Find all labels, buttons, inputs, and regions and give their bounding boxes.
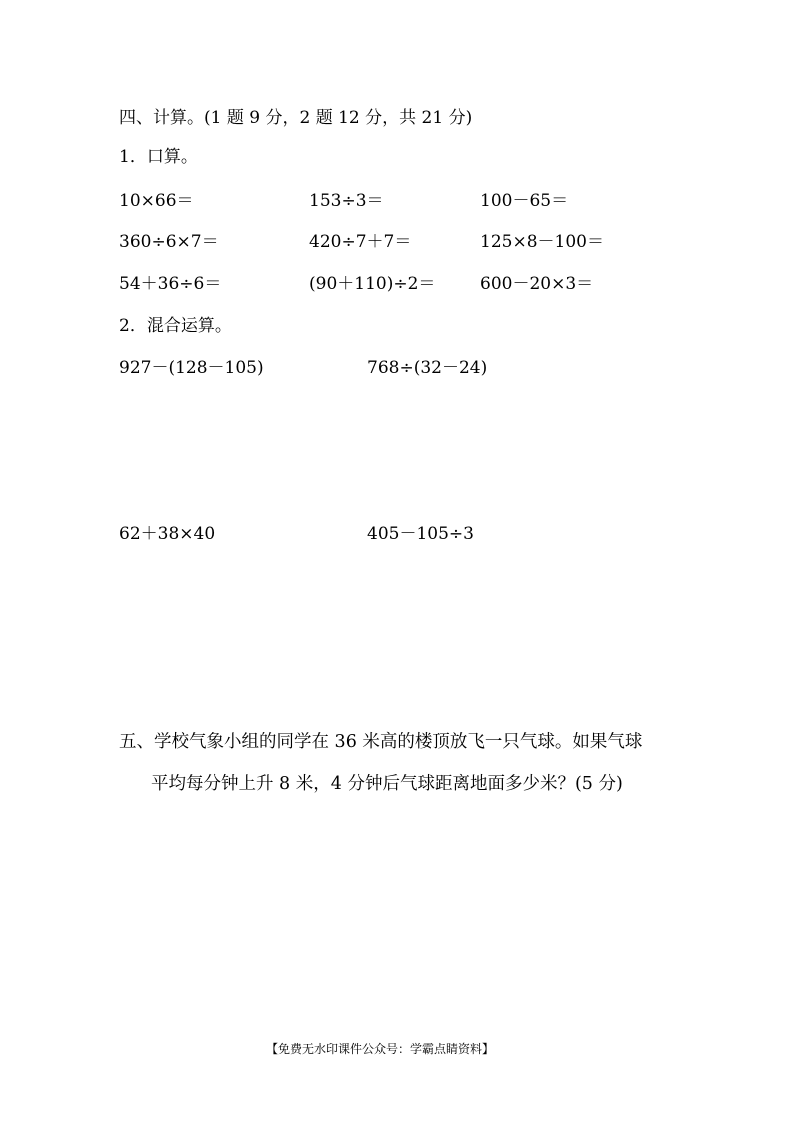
- oral-calc-r3-c2: (90＋110)÷2＝: [309, 274, 436, 294]
- mixed-calc-r1-c2: 768÷(32－24): [367, 358, 488, 378]
- oral-calc-r3-c1: 54＋36÷6＝: [119, 274, 222, 294]
- oral-calc-r1-c2: 153÷3＝: [309, 191, 384, 211]
- section5-line2: 平均每分钟上升 8 米，4 分钟后气球距离地面多少米？(5 分): [151, 774, 623, 794]
- part2-label: 2．混合运算。: [119, 316, 232, 336]
- part1-label: 1．口算。: [119, 147, 198, 167]
- oral-calc-r3-c3: 600－20×3＝: [480, 274, 594, 294]
- mixed-calc-r2-c1: 62＋38×40: [119, 524, 216, 544]
- mixed-calc-r2-c2: 405－105÷3: [367, 524, 474, 544]
- mixed-calc-r1-c1: 927－(128－105): [119, 358, 264, 378]
- oral-calc-r2-c3: 125×8－100＝: [480, 232, 604, 252]
- oral-calc-r1-c3: 100－65＝: [480, 191, 569, 211]
- section4-heading: 四、计算。(1 题 9 分，2 题 12 分，共 21 分): [119, 108, 473, 128]
- oral-calc-r2-c2: 420÷7＋7＝: [309, 232, 412, 252]
- oral-calc-r1-c1: 10×66＝: [119, 191, 194, 211]
- section5-line1: 五、学校气象小组的同学在 36 米高的楼顶放飞一只气球。如果气球: [119, 732, 643, 752]
- footer-note: 【免费无水印课件公众号：学霸点睛资料】: [266, 1042, 495, 1056]
- oral-calc-r2-c1: 360÷6×7＝: [119, 232, 219, 252]
